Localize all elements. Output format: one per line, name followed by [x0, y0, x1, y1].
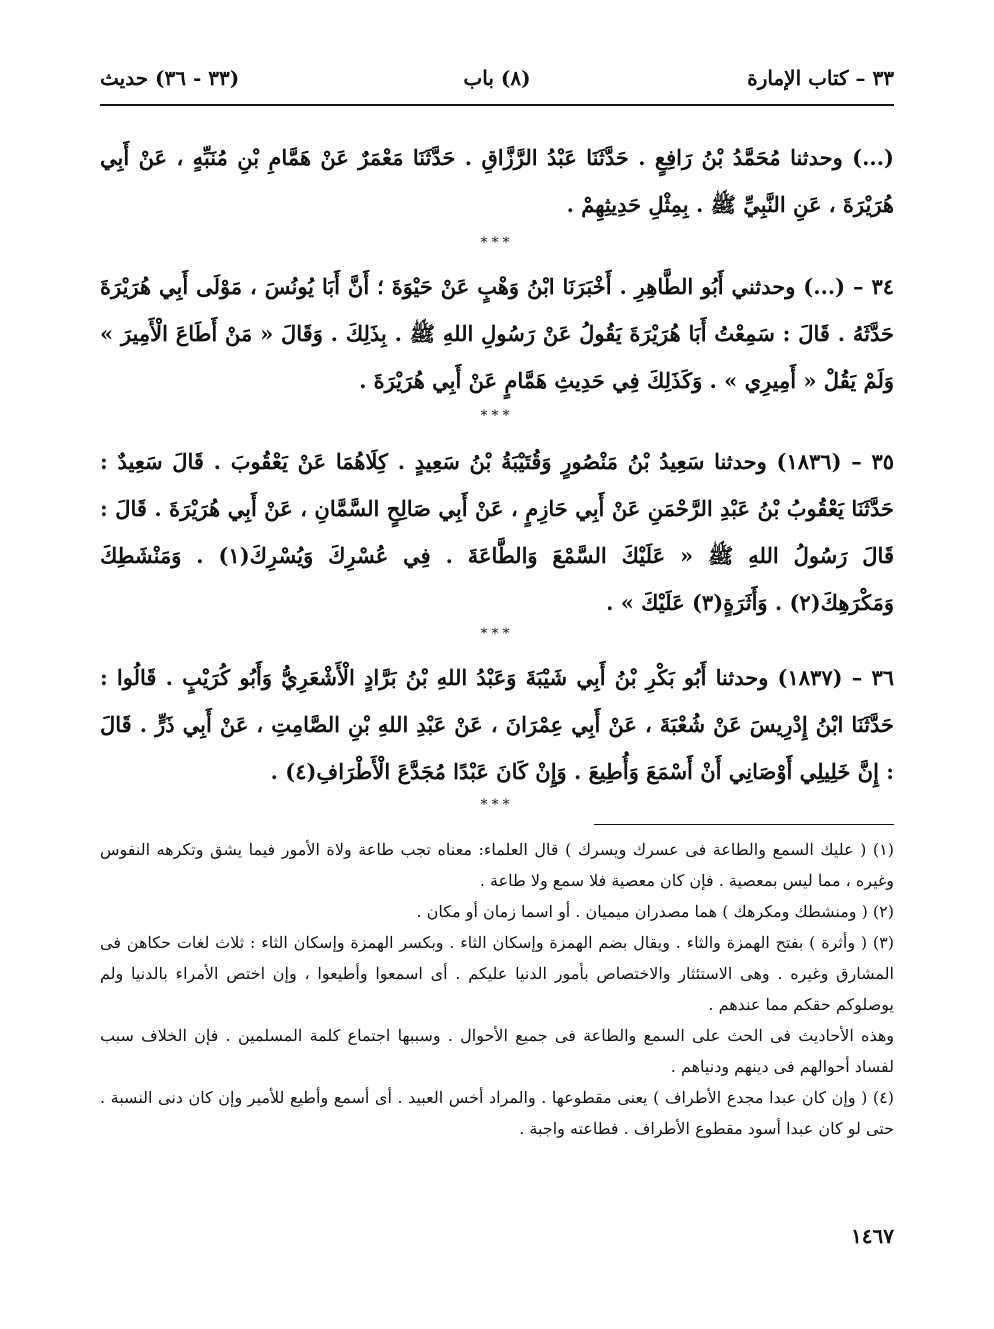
footnote-3: (٣) ( وأثرة ) بفتح الهمزة والثاء . ويقال بضم الهمزة وإسكان الثاء . وبكسر الهمزة وإسكان الثاء : ثلاث لغات حكاهن فى المشارق وغيره . وهى الاستئثار والاختصاص بأمور الدنيا عليكم . أى اسمعوا وأطيعوا ، وإن اختص الأمراء بالدنيا ولم يوصلوكم حقكم مما عندهم . [100, 933, 895, 1014]
separator-stars: *** [480, 626, 514, 642]
header-book-title: ٣٣ – كتاب الإمارة [747, 66, 894, 90]
footnote-3-continued: وهذه الأحاديث فى الحث على السمع والطاعة فى جميع الأحوال . وسببها اجتماع كلمة المسلمين . فإن الخلاف سبب لفساد أحوالهم فى دينهم ودنياهم . [100, 1026, 895, 1076]
header-chapter: (٨) باب [463, 66, 531, 90]
header-hadith-range: (٣٣ - ٣٦) حديث [100, 66, 240, 90]
footnote-divider [594, 824, 894, 825]
footnote-2: (٢) ( ومنشطك ومكرهك ) هما مصدران ميميان . أو اسما زمان أو مكان . [416, 902, 894, 921]
running-header [100, 66, 894, 102]
separator-stars: *** [480, 408, 514, 424]
hadith-paragraph-36: ٣٦ – (١٨٣٧) وحدثنا أَبُو بَكْرِ بْنُ أَبِي شَيْبَةَ وَعَبْدُ اللهِ بْنُ بَرَّادٍ الْأَشْعَرِيُّ وَأَبُو كُرَيْبٍ . قَالُوا : حَدَّثَنَا ابْنُ إِدْرِيسَ عَنْ شُعْبَةَ ، عَنْ أَبِي عِمْرَانَ ، عَنْ عَبْدِ اللهِ بْنِ الصَّامِتِ ، عَنْ أَبِي ذَرٍّ . قَالَ : إِنَّ خَلِيلِي أَوْصَانِي أَنْ أَسْمَعَ وَأُطِيعَ . وَإِنْ كَانَ عَبْدًا مُجَدَّعَ الْأَطْرَافِ(٤) . [100, 665, 894, 784]
page-number: ١٤٦٧ [851, 1224, 894, 1248]
footnotes [100, 834, 894, 1144]
hadith-paragraph-34: ٣٤ – (...) وحدثني أَبُو الطَّاهِرِ . أَخْبَرَنَا ابْنُ وَهْبٍ عَنْ حَيْوَةَ ؛ أَنَّ أَبَا يُونُسَ ، مَوْلَى أَبِي هُرَيْرَةَ حَدَّثَهُ . قَالَ : سَمِعْتُ أَبَا هُرَيْرَةَ يَقُولُ عَنْ رَسُولِ اللهِ ﷺ . بِذَلِكَ . وَقَالَ « مَنْ أَطَاعَ الْأَمِيرَ » وَلَمْ يَقُلْ « أَمِيرِي » . وَكَذَلِكَ فِي حَدِيثِ هَمَّامٍ عَنْ أَبِي هُرَيْرَةَ . [100, 274, 894, 393]
footnote-1: (١) ( عليك السمع والطاعة فى عسرك ويسرك ) قال العلماء: معناه تجب طاعة ولاة الأمور فيما يشق وتكرهه النفوس وغيره ، مما ليس بمعصية . فإن كان معصية فلا سمع ولا طاعة . [100, 840, 894, 890]
hadith-paragraph-35: ٣٥ – (١٨٣٦) وحدثنا سَعِيدُ بْنُ مَنْصُورٍ وَقُتَيْبَةُ بْنُ سَعِيدٍ . كِلَاهُمَا عَنْ يَعْقُوبَ . قَالَ سَعِيدٌ : حَدَّثَنَا يَعْقُوبُ بْنُ عَبْدِ الرَّحْمَنِ عَنْ أَبِي حَازِمٍ ، عَنْ أَبِي صَالِحٍ السَّمَّانِ ، عَنْ أَبِي هُرَيْرَةَ . قَالَ : قَالَ رَسُولُ اللهِ ﷺ « عَلَيْكَ السَّمْعَ وَالطَّاعَةَ . فِي عُسْرِكَ وَيُسْرِكَ(١) . وَمَنْشَطِكَ وَمَكْرَهِكَ(٢) . وَأَثَرَةٍ(٣) عَلَيْكَ » . [100, 449, 894, 615]
hadith-paragraph-1: (...) وحدثنا مُحَمَّدُ بْنُ رَافِعٍ . حَدَّثَنَا عَبْدُ الرَّزَّاقِ . حَدَّثَنَا مَعْمَرٌ عَنْ هَمَّامِ بْنِ مُنَبِّهٍ ، عَنْ أَبِي هُرَيْرَةَ ، عَنِ النَّبِيِّ ﷺ . بِمِثْلِ حَدِيثِهِمْ . [100, 145, 894, 217]
header-divider [100, 104, 894, 106]
separator-stars: *** [480, 797, 514, 813]
footnote-4: (٤) ( وإن كان عبدا مجدع الأطراف ) يعنى مقطوعها . والمراد أخس العبيد . أى أسمع وأطيع للأمير وإن كان دنى النسبة . حتى لو كان عبدا أسود مقطوع الأطراف . فطاعته واجبة . [100, 1088, 894, 1138]
separator-stars: *** [480, 235, 514, 251]
